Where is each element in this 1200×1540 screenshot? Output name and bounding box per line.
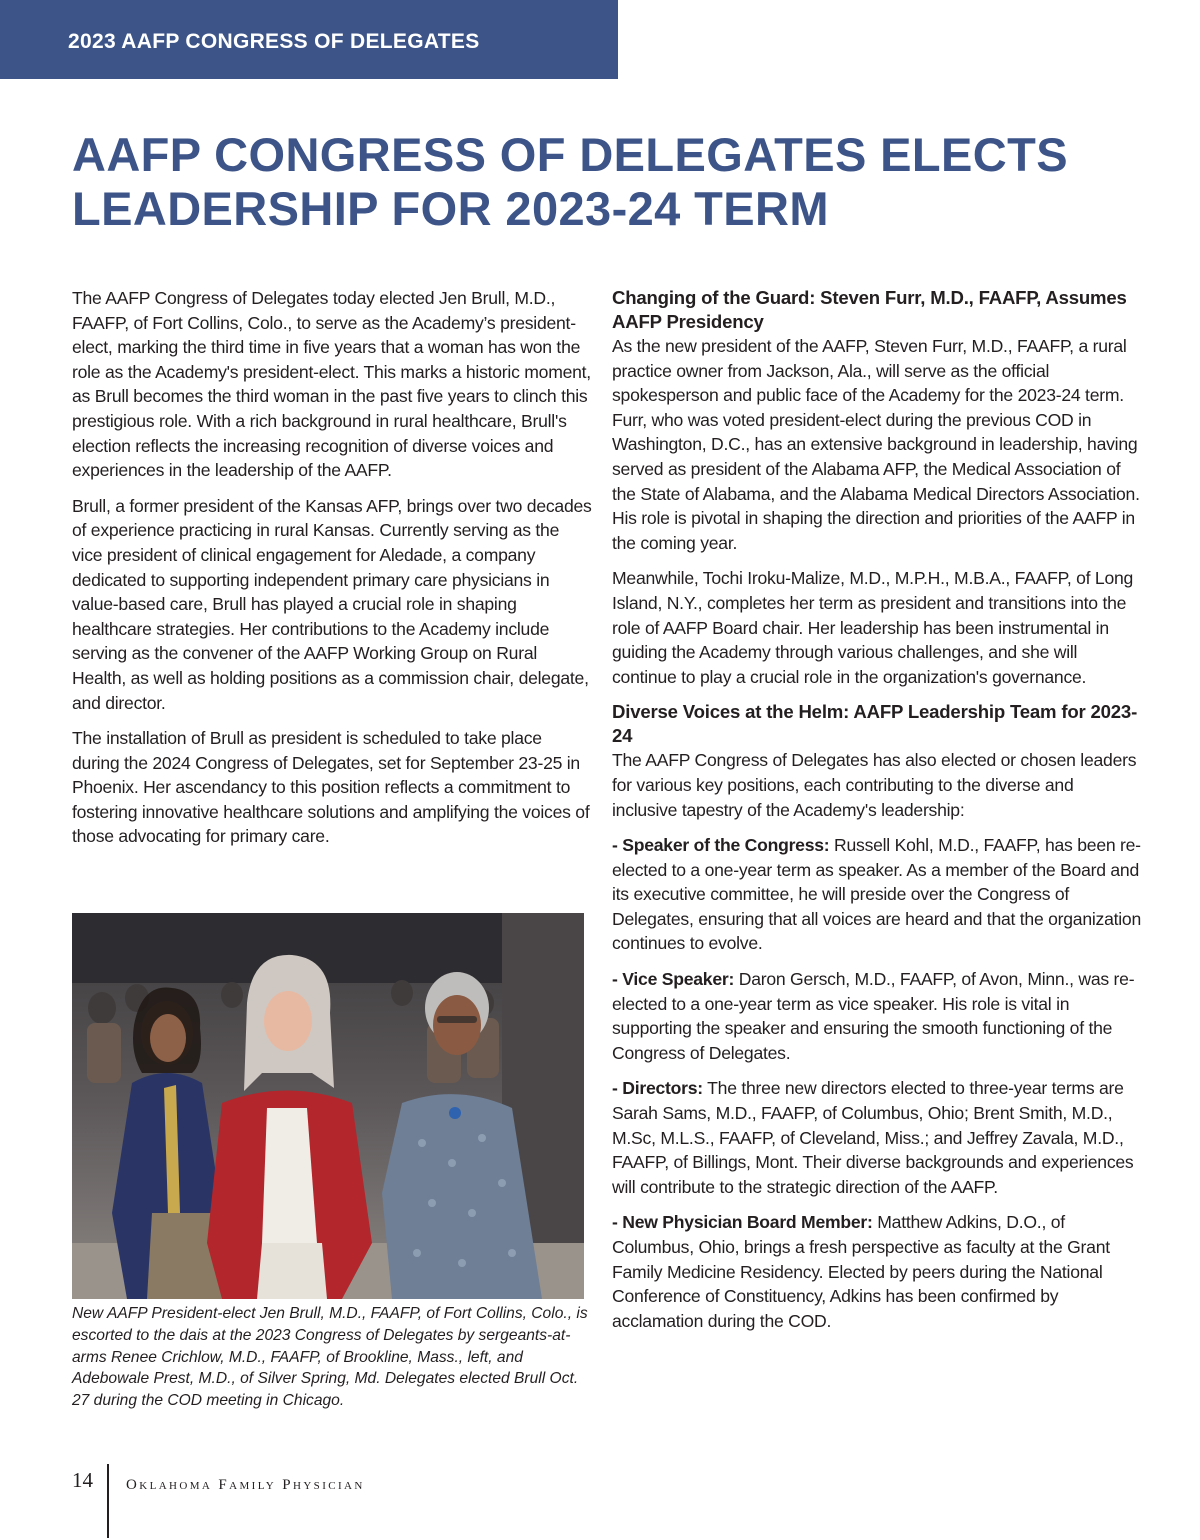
section-heading: Changing of the Guard: Steven Furr, M.D., FAAFP, Assumes AAFP Presidency [612,287,1127,332]
article-headline [72,128,1152,236]
role-label: - New Physician Board Member: [612,1212,873,1233]
role-label: - Speaker of the Congress: [612,835,830,856]
body-paragraph: Meanwhile, Tochi Iroku-Malize, M.D., M.P.H., M.B.A., FAAFP, of Long Island, N.Y., completes her term as president and transitions into the role of AAFP Board chair. Her leadership has been instrumental in guiding the Academy through various challenges, and she will continue to play a crucial role in the organization's governance. [612,568,1134,687]
body-paragraph: The installation of Brull as president is scheduled to take place during the 2024 Congress of Delegates, set for September 23-25 in Phoenix. Her ascendancy to this position reflects a commitment to fostering innovative healthcare solutions and amplifying the voices of those advocating for primary care. [72,728,590,847]
banner-label: 2023 AAFP CONGRESS OF DELEGATES [68,30,480,53]
body-paragraph: As the new president of the AAFP, Steven Furr, M.D., FAAFP, a rural practice owner from Jackson, Ala., will serve as the official spokesperson and public face of the Academy for the 2023-24 term. Furr, who was voted president-elect during the previous COD in Washington, D.C., has an extensive background in leadership, having served as president of the Alabama AFP, the Medical Association of the State of Alabama, and the Alabama Medical Directors Association. His role is pivotal in shaping the direction and priorities of the AAFP in the coming year. [612,336,1140,553]
photo-caption: New AAFP President-elect Jen Brull, M.D., FAAFP, of Fort Collins, Colo., is escorted to the dais at the 2023 Congress of Delegates by sergeants-at-arms Renee Crichlow, M.D., FAAFP, of Brookline, Mass., left, and Adebowale Prest, M.D., of Silver Spring, Md. Delegates elected Brull Oct. 27 during the COD meeting in Chicago. [72,1305,588,1410]
role-text: The three new directors elected to three-year terms are Sarah Sams, M.D., FAAFP, of Columbus, Ohio; Brent Smith, M.D., M.Sc, M.L.S., FAAFP, of Cleveland, Miss.; and Jeffrey Zavala, M.D., FAAFP, of Billings, Mont. Their diverse backgrounds and experiences will contribute to the strategic direction of the AAFP. [612,1078,1134,1197]
role-label: - Vice Speaker: [612,969,735,990]
footer-divider [107,1464,109,1538]
role-entry [612,833,1142,956]
body-paragraph: Brull, a former president of the Kansas AFP, brings over two decades of experience practicing in rural Kansas. Currently serving as the vice president of clinical engagement for Aledade, a company dedicated to supporting independent primary care physicians in value-based care, Brull has played a crucial role in shaping healthcare strategies. Her contributions to the Academy include serving as the convener of the AAFP Working Group on Rural Health, as well as holding positions as a commission chair, delegate, and director. [72,495,592,713]
role-text: Matthew Adkins, D.O., of Columbus, Ohio, brings a fresh perspective as faculty at the Grant Family Medicine Residency. Elected by peers during the National Conference of Constituency, Adkins has been confirmed by acclamation during the COD. [612,1212,1110,1331]
role-text: Russell Kohl, M.D., FAAFP, has been re-elected to a one-year term as speaker. As a member of the Board and its executive committee, he will preside over the Congress of Delegates, ensuring that all voices are heard and that the organization continues to evolve. [612,835,1141,954]
headline-line-1: AAFP CONGRESS OF DELEGATES ELECTS [72,128,1068,181]
body-paragraph: The AAFP Congress of Delegates has also elected or chosen leaders for various key positions, each contributing to the diverse and inclusive tapestry of the Academy's leadership: [612,750,1137,820]
magazine-title: Oklahoma Family Physician [126,1477,365,1493]
role-label: - Directors: [612,1078,703,1099]
ceremony-photo [72,913,584,1299]
role-text: Daron Gersch, M.D., FAAFP, of Avon, Minn., was re-elected to a one-year term as vice speaker. His role is vital in supporting the speaker and ensuring the smooth functioning of the Congress of Delegates. [612,969,1135,1063]
section-heading: Diverse Voices at the Helm: AAFP Leadership Team for 2023-24 [612,701,1138,747]
headline-line-2: LEADERSHIP FOR 2023-24 TERM [72,182,829,235]
left-column [72,286,592,860]
role-entry [612,967,1142,1065]
right-column [612,286,1142,1344]
page-number: 14 [72,1468,93,1492]
section-banner [0,0,618,79]
body-paragraph: The AAFP Congress of Delegates today elected Jen Brull, M.D., FAAFP, of Fort Collins, Colo., to serve as the Academy’s president-elect, marking the third time in five years that a woman has won the role as the Academy's president-elect. This marks a historic moment, as Brull becomes the third woman in the past five years to clinch this prestigious role. With a rich background in rural healthcare, Brull's election reflects the increasing recognition of diverse voices and experiences in the leadership of the AAFP. [72,288,591,481]
role-entry [612,1210,1142,1333]
role-entry [612,1076,1142,1199]
